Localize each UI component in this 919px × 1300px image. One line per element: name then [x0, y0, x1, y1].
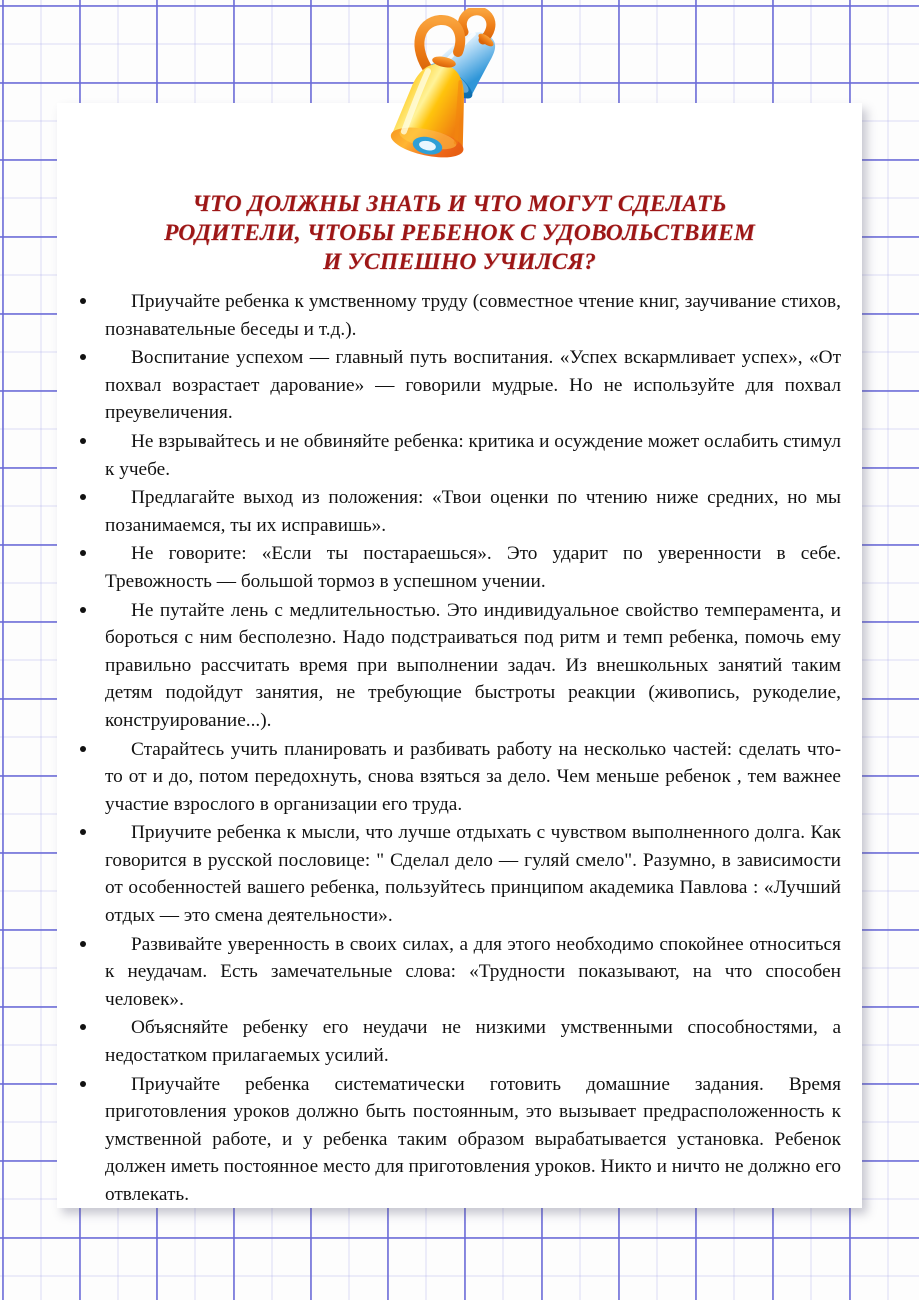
title-line-2: РОДИТЕЛИ, ЧТОБЫ РЕБЕНОК С УДОВОЛЬСТВИЕМ — [164, 220, 755, 246]
list-item — [75, 484, 841, 539]
bullet-dot-icon — [80, 941, 86, 947]
bullet-dot-icon — [80, 354, 86, 360]
list-item — [75, 288, 841, 343]
list-item-text: Старайтесь учить планировать и разбивать работу на несколько частей: сделать что-то от и до, потом передохнуть, снова взяться за дело. Чем меньше ребенок , тем важнее участие взрослого в организации его труда. — [105, 738, 841, 815]
list-item-text: Не путайте лень с медлительностью. Это индивидуальное свойство темперамента, и бороться с ним бесполезно. Надо подстраиваться под ритм и темп ребенка, помочь ему правильно рассчитать время при выполнении задач. Из внешкольных занятий таким детям подойдут занятия, не требующие быстроты реакции (живопись, рукоделие, конструирование...). — [105, 599, 841, 731]
list-item-text: Воспитание успехом — главный путь воспитания. «Успех вскармливает успех», «От похвал возрастает дарование» — говорили мудрые. Но не используйте для похвал преувеличения. — [105, 347, 841, 424]
bullet-dot-icon — [80, 298, 86, 304]
bullet-dot-icon — [80, 746, 86, 752]
list-item — [75, 819, 841, 929]
blue-bell — [425, 19, 508, 105]
list-item-text: Приучите ребенка к мысли, что лучше отдыхать с чувством выполненного долга. Как говорится в русской пословице: " Сделал дело — гуляй смело". Разумно, в зависимости от особенностей вашего ребенка, пользуйтесь принципом академика Павлова : «Лучший отдых — это смена деятельности». — [105, 822, 841, 927]
list-item — [75, 1071, 841, 1209]
bullet-dot-icon — [80, 438, 86, 444]
list-item-text: Объясняйте ребенку его неудачи не низкими умственными способностями, а недостатком прилагаемых усилий. — [105, 1017, 841, 1067]
title-line-1: ЧТО ДОЛЖНЫ ЗНАТЬ И ЧТО МОГУТ СДЕЛАТЬ — [192, 191, 727, 217]
bullet-dot-icon — [80, 607, 86, 613]
bullet-dot-icon — [80, 1081, 86, 1087]
list-item — [75, 1014, 841, 1069]
list-item — [75, 428, 841, 483]
list-item-text: Приучайте ребенка к умственному труду (совместное чтение книг, заучивание стихов, познавательные беседы и т.д.). — [105, 291, 841, 340]
list-item-text: Не взрывайтесь и не обвиняйте ребенка: критика и осуждение может ослабить стимул к учебе. — [105, 430, 841, 480]
page-title — [57, 190, 862, 277]
title-line-3: И УСПЕШНО УЧИЛСЯ? — [322, 249, 597, 275]
list-item-text: Предлагайте выход из положения: «Твои оценки по чтению ниже средних, но мы позанимаемся, ты их исправишь». — [105, 487, 841, 536]
list-item — [75, 344, 841, 427]
list-item-text: Развивайте уверенность в своих силах, а для этого необходимо спокойнее относиться к неудачам. Есть замечательные слова: «Трудности показывают, на что способен человек». — [105, 933, 841, 1010]
bullet-dot-icon — [80, 550, 86, 556]
list-item-text: Приучайте ребенка систематически готовить домашние задания. Время приготовления уроков должно быть постоянным, это вызывает предрасположенность к умственной работе, и у ребенка таким образом вырабатывается установка. Ребенок должен иметь постоянное место для приготовления уроков. Никто и ничто не должно его отвлекать. — [105, 1073, 841, 1205]
list-item — [75, 597, 841, 735]
list-item — [75, 736, 841, 819]
list-item-text: Не говорите: «Если ты постараешься». Это ударит по уверенности в себе. Тревожность — большой тормоз в успешном учении. — [105, 543, 841, 592]
list-item — [75, 540, 841, 595]
bullet-dot-icon — [80, 494, 86, 500]
bullet-dot-icon — [80, 1024, 86, 1030]
list-item — [75, 931, 841, 1014]
advice-list — [75, 288, 841, 1210]
bullet-dot-icon — [80, 829, 86, 835]
